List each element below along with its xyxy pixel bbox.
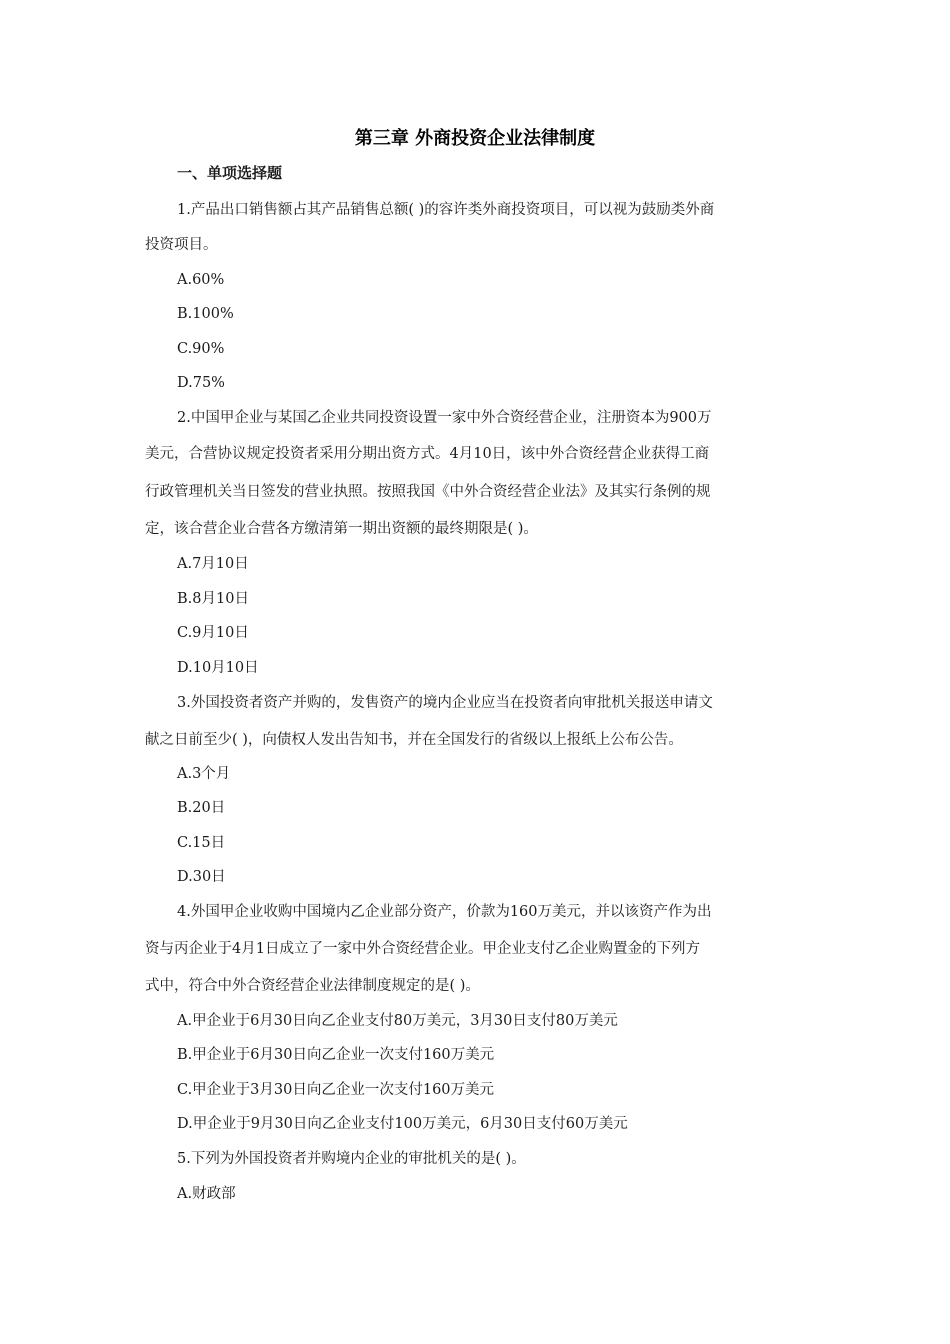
question-5-option-a: A.财政部 (177, 1186, 236, 1202)
question-3-option-a: A.3个月 (177, 766, 231, 782)
question-2-line-3: 行政管理机关当日签发的营业执照。按照我国《中外合资经营企业法》及其实行条例的规 (145, 484, 711, 500)
question-4-option-d: D.甲企业于9月30日向乙企业支付100万美元，6月30日支付60万美元 (177, 1116, 628, 1132)
question-2-option-c: C.9月10日 (177, 625, 249, 641)
question-4-option-b: B.甲企业于6月30日向乙企业一次支付160万美元 (177, 1047, 495, 1063)
section-heading: 一、单项选择题 (177, 164, 283, 182)
question-4-option-c: C.甲企业于3月30日向乙企业一次支付160万美元 (177, 1082, 495, 1098)
question-4-line-2: 资与丙企业于4月1日成立了一家中外合资经营企业。甲企业支付乙企业购置金的下列方 (145, 941, 700, 957)
question-1-line-2: 投资项目。 (145, 237, 218, 253)
question-3-option-c: C.15日 (177, 835, 226, 851)
question-3-option-b: B.20日 (177, 800, 226, 816)
question-1-option-c: C.90% (177, 341, 225, 357)
question-5-line-1: 5.下列为外国投资者并购境内企业的审批机关的是( )。 (177, 1151, 526, 1167)
question-3-line-1: 3.外国投资者资产并购的，发售资产的境内企业应当在投资者向审批机关报送申请文 (177, 695, 713, 711)
question-4-option-a: A.甲企业于6月30日向乙企业支付80万美元，3月30日支付80万美元 (177, 1013, 618, 1029)
chapter-title: 第三章 外商投资企业法律制度 (354, 128, 596, 149)
question-4-line-1: 4.外国甲企业收购中国境内乙企业部分资产，价款为160万美元，并以该资产作为出 (177, 904, 712, 920)
question-1-option-b: B.100% (177, 306, 234, 322)
question-1-line-1: 1.产品出口销售额占其产品销售总额( )的容许类外商投资项目，可以视为鼓励类外商 (177, 202, 715, 218)
question-4-line-3: 式中，符合中外合资经营企业法律制度规定的是( )。 (145, 978, 480, 994)
question-2-option-d: D.10月10日 (177, 660, 259, 676)
question-1-option-d: D.75% (177, 375, 225, 391)
question-3-line-2: 献之日前至少( )，向债权人发出告知书，并在全国发行的省级以上报纸上公布公告。 (145, 732, 683, 748)
question-1-option-a: A.60% (177, 272, 225, 288)
question-2-option-a: A.7月10日 (177, 556, 249, 572)
question-2-line-2: 美元，合营协议规定投资者采用分期出资方式。4月10日，该中外合资经营企业获得工商 (145, 446, 710, 462)
question-2-line-1: 2.中国甲企业与某国乙企业共同投资设置一家中外合资经营企业，注册资本为900万 (177, 410, 712, 426)
question-2-line-4: 定，该合营企业合营各方缴清第一期出资额的最终期限是( )。 (145, 521, 538, 537)
question-2-option-b: B.8月10日 (177, 591, 249, 607)
question-3-option-d: D.30日 (177, 869, 226, 885)
